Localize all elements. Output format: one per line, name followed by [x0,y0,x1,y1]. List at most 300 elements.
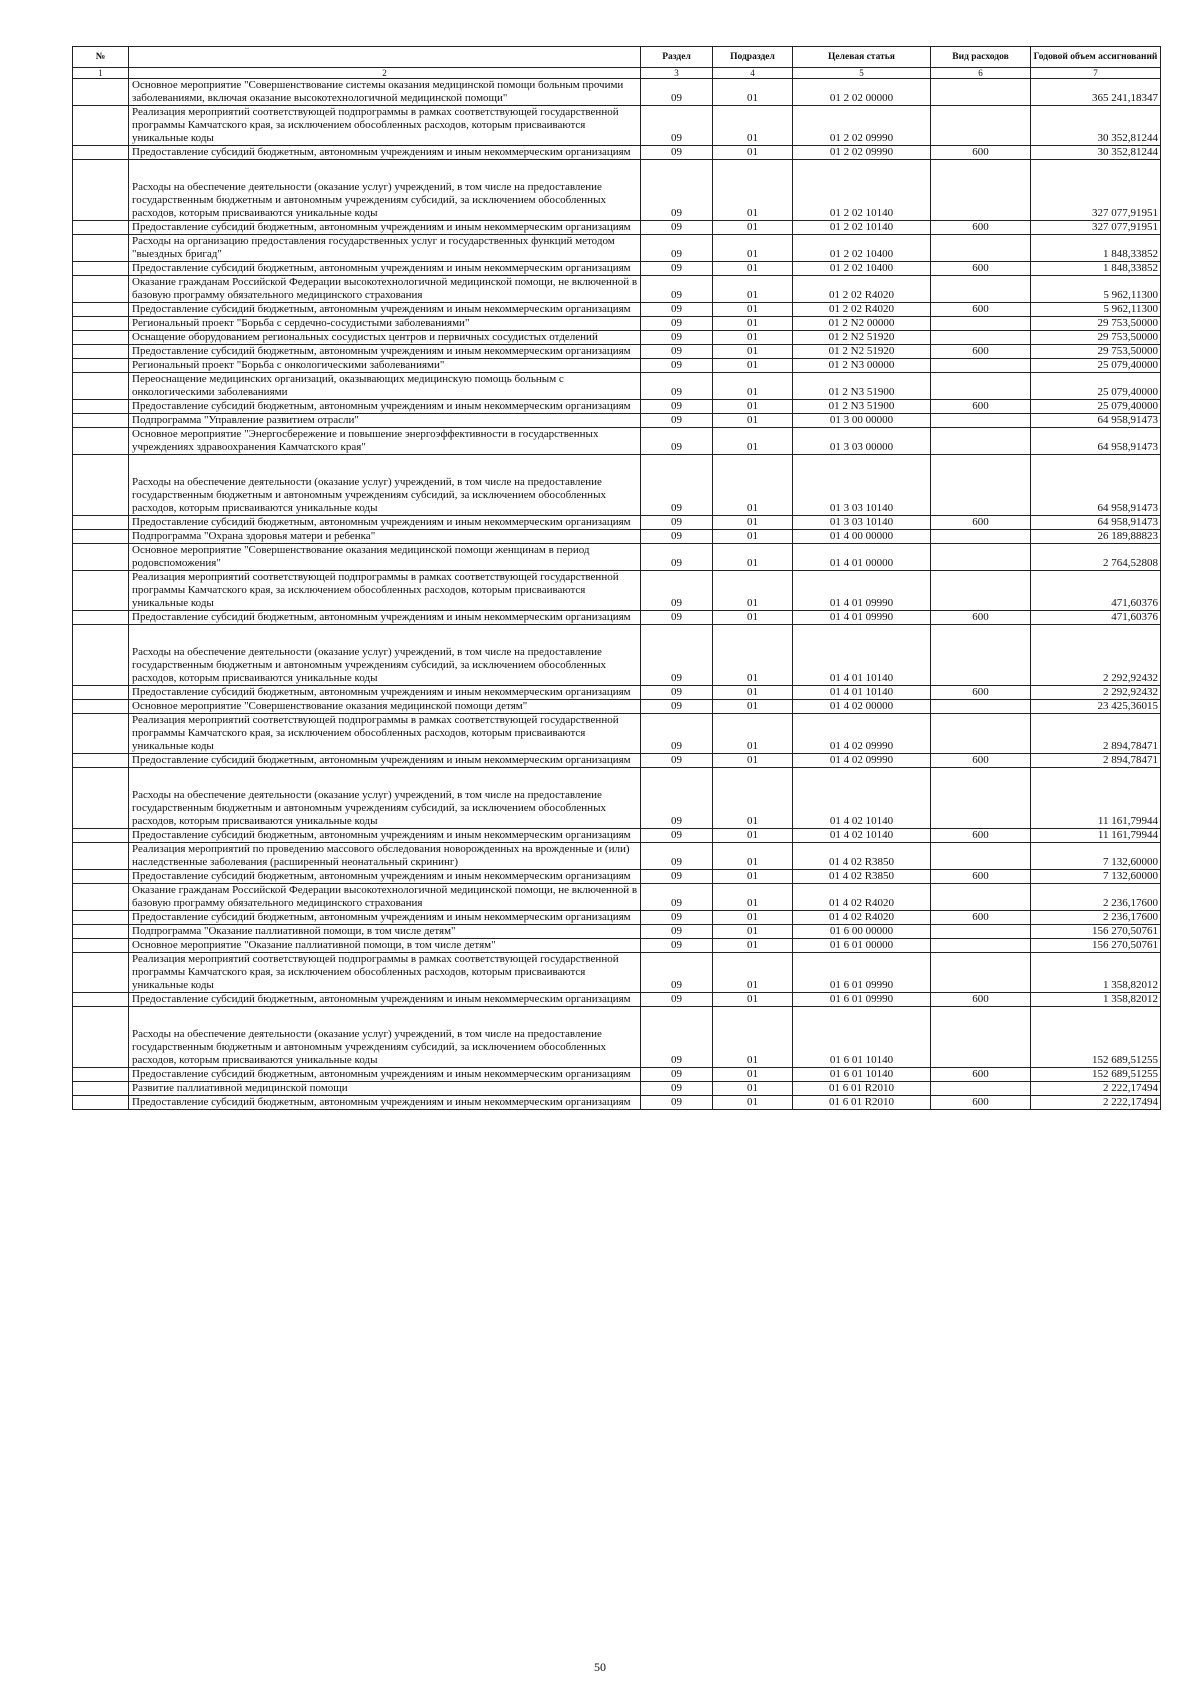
row-razdel: 09 [641,345,713,359]
row-number [73,359,129,373]
table-row [73,414,1161,428]
table-row [73,1007,1161,1068]
row-target-article: 01 3 03 00000 [793,428,931,455]
row-target-article: 01 2 02 10400 [793,235,931,262]
table-row [73,870,1161,884]
row-number [73,400,129,414]
table-row [73,611,1161,625]
row-podrazdel: 01 [713,884,793,911]
table-row [73,276,1161,303]
row-razdel: 09 [641,428,713,455]
row-amount: 5 962,11300 [1031,276,1161,303]
row-number [73,700,129,714]
row-expense-type [931,317,1031,331]
table-row [73,79,1161,106]
row-podrazdel: 01 [713,530,793,544]
row-target-article: 01 4 02 R4020 [793,884,931,911]
row-podrazdel: 01 [713,1007,793,1068]
row-expense-type [931,700,1031,714]
row-target-article: 01 2 02 10140 [793,221,931,235]
row-name: Основное мероприятие "Совершенствование оказания медицинской помощи детям" [129,700,641,714]
row-name: Основное мероприятие "Оказание паллиативной помощи, в том числе детям" [129,939,641,953]
row-target-article: 01 2 02 09990 [793,146,931,160]
row-podrazdel: 01 [713,455,793,516]
table-row [73,373,1161,400]
row-number [73,373,129,400]
row-name: Предоставление субсидий бюджетным, автономным учреждениям и иным некоммерческим организациям [129,686,641,700]
row-expense-type: 600 [931,993,1031,1007]
row-razdel: 09 [641,331,713,345]
row-razdel: 09 [641,843,713,870]
table-row [73,1068,1161,1082]
row-razdel: 09 [641,160,713,221]
row-expense-type: 600 [931,303,1031,317]
table-row [73,925,1161,939]
row-expense-type: 600 [931,345,1031,359]
row-name: Предоставление субсидий бюджетным, автономным учреждениям и иным некоммерческим организациям [129,754,641,768]
row-expense-type [931,843,1031,870]
row-amount: 7 132,60000 [1031,843,1161,870]
col-number-2: 2 [129,68,641,79]
row-razdel: 09 [641,1096,713,1110]
row-target-article: 01 6 01 R2010 [793,1082,931,1096]
row-podrazdel: 01 [713,571,793,611]
row-razdel: 09 [641,700,713,714]
col-number-5: 5 [793,68,931,79]
table-row [73,714,1161,754]
row-amount: 64 958,91473 [1031,516,1161,530]
table-row [73,221,1161,235]
row-target-article: 01 2 N3 51900 [793,373,931,400]
col-number-3: 3 [641,68,713,79]
table-row [73,939,1161,953]
header-target-article: Целевая статья [793,47,931,68]
row-podrazdel: 01 [713,544,793,571]
row-name: Основное мероприятие "Совершенствование системы оказания медицинской помощи больным прочими заболеваниями, включая оказание высокотехнологичной медицинской помощи" [129,79,641,106]
row-target-article: 01 4 02 10140 [793,768,931,829]
row-amount: 2 894,78471 [1031,714,1161,754]
header-expense-type: Вид расходов [931,47,1031,68]
row-name: Предоставление субсидий бюджетным, автономным учреждениям и иным некоммерческим организациям [129,146,641,160]
row-number [73,276,129,303]
row-podrazdel: 01 [713,953,793,993]
row-expense-type: 600 [931,686,1031,700]
row-target-article: 01 2 N2 51920 [793,345,931,359]
row-name: Региональный проект "Борьба с сердечно-сосудистыми заболеваниями" [129,317,641,331]
table-row [73,345,1161,359]
row-expense-type: 600 [931,911,1031,925]
row-name: Предоставление субсидий бюджетным, автономным учреждениям и иным некоммерческим организациям [129,516,641,530]
row-podrazdel: 01 [713,221,793,235]
row-number [73,939,129,953]
row-razdel: 09 [641,686,713,700]
row-name: Предоставление субсидий бюджетным, автономным учреждениям и иным некоммерческим организациям [129,911,641,925]
row-razdel: 09 [641,221,713,235]
row-amount: 23 425,36015 [1031,700,1161,714]
row-target-article: 01 2 N3 00000 [793,359,931,373]
row-amount: 64 958,91473 [1031,414,1161,428]
col-number-1: 1 [73,68,129,79]
row-name: Расходы на обеспечение деятельности (оказание услуг) учреждений, в том числе на предоставление государственным бюджетным и автономным учреждениям субсидий, за исключением обособленных расходов, которым присваиваются уникальные коды [129,768,641,829]
row-name: Оказание гражданам Российской Федерации высокотехнологичной медицинской помощи, не включенной в базовую программу обязательного медицинского страхования [129,276,641,303]
row-amount: 2 236,17600 [1031,911,1161,925]
row-number [73,571,129,611]
row-target-article: 01 4 02 R4020 [793,911,931,925]
row-expense-type: 600 [931,870,1031,884]
row-amount: 2 764,52808 [1031,544,1161,571]
row-razdel: 09 [641,516,713,530]
row-number [73,331,129,345]
row-razdel: 09 [641,911,713,925]
table-row [73,754,1161,768]
table-row [73,686,1161,700]
row-podrazdel: 01 [713,428,793,455]
row-number [73,1096,129,1110]
row-target-article: 01 4 02 10140 [793,829,931,843]
row-number [73,714,129,754]
row-podrazdel: 01 [713,146,793,160]
row-podrazdel: 01 [713,911,793,925]
row-razdel: 09 [641,414,713,428]
row-number [73,843,129,870]
row-expense-type [931,414,1031,428]
row-podrazdel: 01 [713,1096,793,1110]
row-amount: 64 958,91473 [1031,428,1161,455]
header-razdel: Раздел [641,47,713,68]
row-expense-type: 600 [931,611,1031,625]
row-target-article: 01 4 02 00000 [793,700,931,714]
row-expense-type [931,953,1031,993]
table-row [73,530,1161,544]
row-target-article: 01 2 02 09990 [793,106,931,146]
row-expense-type: 600 [931,221,1031,235]
row-name: Подпрограмма "Управление развитием отрасли" [129,414,641,428]
row-podrazdel: 01 [713,345,793,359]
row-name: Реализация мероприятий соответствующей подпрограммы в рамках соответствующей государственной программы Камчатского края, за исключением обособленных расходов, которым присваиваются уникальные коды [129,571,641,611]
row-expense-type: 600 [931,829,1031,843]
table-row [73,106,1161,146]
row-number [73,516,129,530]
row-podrazdel: 01 [713,768,793,829]
row-expense-type [931,625,1031,686]
table-row [73,953,1161,993]
table-row [73,700,1161,714]
row-expense-type [931,428,1031,455]
row-target-article: 01 4 01 09990 [793,571,931,611]
row-expense-type [931,571,1031,611]
row-target-article: 01 6 01 09990 [793,953,931,993]
row-name: Расходы на организацию предоставления государственных услуг и государственных функций методом "выездных бригад" [129,235,641,262]
table-row [73,317,1161,331]
row-razdel: 09 [641,1068,713,1082]
row-number [73,146,129,160]
row-podrazdel: 01 [713,400,793,414]
row-name: Предоставление субсидий бюджетным, автономным учреждениям и иным некоммерческим организациям [129,400,641,414]
row-number [73,884,129,911]
row-razdel: 09 [641,714,713,754]
row-razdel: 09 [641,1007,713,1068]
row-number [73,235,129,262]
table-row [73,359,1161,373]
row-podrazdel: 01 [713,700,793,714]
row-name: Реализация мероприятий соответствующей подпрограммы в рамках соответствующей государственной программы Камчатского края, за исключением обособленных расходов, которым присваиваются уникальные коды [129,106,641,146]
row-target-article: 01 2 02 00000 [793,79,931,106]
row-razdel: 09 [641,530,713,544]
row-podrazdel: 01 [713,686,793,700]
table-row [73,455,1161,516]
row-expense-type [931,530,1031,544]
row-number [73,428,129,455]
budget-table-sheet [72,46,1160,1110]
row-podrazdel: 01 [713,106,793,146]
row-number [73,993,129,1007]
row-target-article: 01 6 00 00000 [793,925,931,939]
row-expense-type [931,331,1031,345]
row-name: Расходы на обеспечение деятельности (оказание услуг) учреждений, в том числе на предоставление государственным бюджетным и автономным учреждениям субсидий, за исключением обособленных расходов, которым присваиваются уникальные коды [129,625,641,686]
row-target-article: 01 2 02 10400 [793,262,931,276]
row-razdel: 09 [641,625,713,686]
table-row [73,146,1161,160]
budget-table [72,46,1161,1110]
row-target-article: 01 4 02 R3850 [793,843,931,870]
row-amount: 25 079,40000 [1031,400,1161,414]
row-amount: 327 077,91951 [1031,160,1161,221]
table-row [73,544,1161,571]
row-amount: 1 358,82012 [1031,993,1161,1007]
row-name: Предоставление субсидий бюджетным, автономным учреждениям и иным некоммерческим организациям [129,870,641,884]
row-expense-type [931,1007,1031,1068]
row-name: Региональный проект "Борьба с онкологическими заболеваниями" [129,359,641,373]
table-row [73,625,1161,686]
row-podrazdel: 01 [713,625,793,686]
header-podrazdel: Подраздел [713,47,793,68]
row-amount: 2 292,92432 [1031,686,1161,700]
row-target-article: 01 2 02 R4020 [793,303,931,317]
row-amount: 11 161,79944 [1031,768,1161,829]
row-podrazdel: 01 [713,611,793,625]
row-amount: 156 270,50761 [1031,939,1161,953]
row-razdel: 09 [641,925,713,939]
row-target-article: 01 2 N2 51920 [793,331,931,345]
row-expense-type [931,106,1031,146]
row-name: Подпрограмма "Оказание паллиативной помощи, в том числе детям" [129,925,641,939]
row-amount: 2 222,17494 [1031,1096,1161,1110]
row-target-article: 01 4 02 R3850 [793,870,931,884]
row-target-article: 01 6 01 10140 [793,1007,931,1068]
row-target-article: 01 4 02 09990 [793,754,931,768]
row-razdel: 09 [641,106,713,146]
row-amount: 11 161,79944 [1031,829,1161,843]
row-name: Развитие паллиативной медицинской помощи [129,1082,641,1096]
row-razdel: 09 [641,1082,713,1096]
row-number [73,79,129,106]
page-number: 50 [594,1660,606,1674]
row-number [73,925,129,939]
row-amount: 2 292,92432 [1031,625,1161,686]
row-name: Предоставление субсидий бюджетным, автономным учреждениям и иным некоммерческим организациям [129,221,641,235]
table-row [73,400,1161,414]
row-number [73,262,129,276]
row-expense-type [931,359,1031,373]
table-row [73,1096,1161,1110]
table-row [73,993,1161,1007]
header-name [129,47,641,68]
row-razdel: 09 [641,544,713,571]
row-amount: 29 753,50000 [1031,345,1161,359]
row-podrazdel: 01 [713,754,793,768]
row-amount: 2 222,17494 [1031,1082,1161,1096]
row-number [73,625,129,686]
row-target-article: 01 4 01 10140 [793,686,931,700]
row-podrazdel: 01 [713,1082,793,1096]
row-podrazdel: 01 [713,843,793,870]
row-target-article: 01 6 01 10140 [793,1068,931,1082]
row-expense-type: 600 [931,516,1031,530]
row-razdel: 09 [641,829,713,843]
row-amount: 25 079,40000 [1031,373,1161,400]
row-name: Расходы на обеспечение деятельности (оказание услуг) учреждений, в том числе на предоставление государственным бюджетным и автономным учреждениям субсидий, за исключением обособленных расходов, которым присваиваются уникальные коды [129,160,641,221]
col-number-7: 7 [1031,68,1161,79]
row-amount: 365 241,18347 [1031,79,1161,106]
table-row [73,843,1161,870]
row-amount: 29 753,50000 [1031,331,1161,345]
row-razdel: 09 [641,276,713,303]
row-name: Переоснащение медицинских организаций, оказывающих медицинскую помощь больным с онкологическими заболеваниями [129,373,641,400]
row-amount: 7 132,60000 [1031,870,1161,884]
row-razdel: 09 [641,571,713,611]
row-amount: 26 189,88823 [1031,530,1161,544]
row-amount: 152 689,51255 [1031,1068,1161,1082]
row-number [73,414,129,428]
row-expense-type [931,884,1031,911]
row-podrazdel: 01 [713,414,793,428]
row-target-article: 01 4 02 09990 [793,714,931,754]
row-expense-type [931,714,1031,754]
row-number [73,611,129,625]
row-expense-type: 600 [931,1068,1031,1082]
table-row [73,829,1161,843]
table-row [73,516,1161,530]
row-name: Реализация мероприятий соответствующей подпрограммы в рамках соответствующей государственной программы Камчатского края, за исключением обособленных расходов, которым присваиваются уникальные коды [129,953,641,993]
col-number-6: 6 [931,68,1031,79]
row-amount: 30 352,81244 [1031,146,1161,160]
row-number [73,544,129,571]
row-name: Реализация мероприятий соответствующей подпрограммы в рамках соответствующей государственной программы Камчатского края, за исключением обособленных расходов, которым присваиваются уникальные коды [129,714,641,754]
row-podrazdel: 01 [713,1068,793,1082]
row-podrazdel: 01 [713,331,793,345]
row-target-article: 01 6 01 09990 [793,993,931,1007]
row-number [73,829,129,843]
row-amount: 29 753,50000 [1031,317,1161,331]
row-number [73,303,129,317]
row-target-article: 01 2 02 10140 [793,160,931,221]
table-row [73,303,1161,317]
row-expense-type: 600 [931,262,1031,276]
col-number-4: 4 [713,68,793,79]
row-amount: 2 894,78471 [1031,754,1161,768]
row-number [73,455,129,516]
table-body [73,79,1161,1110]
row-expense-type [931,455,1031,516]
row-amount: 64 958,91473 [1031,455,1161,516]
row-name: Предоставление субсидий бюджетным, автономным учреждениям и иным некоммерческим организациям [129,262,641,276]
row-expense-type [931,544,1031,571]
row-target-article: 01 6 01 R2010 [793,1096,931,1110]
row-number [73,1068,129,1082]
row-razdel: 09 [641,303,713,317]
row-razdel: 09 [641,611,713,625]
row-amount: 25 079,40000 [1031,359,1161,373]
row-podrazdel: 01 [713,925,793,939]
row-number [73,317,129,331]
row-number [73,345,129,359]
row-expense-type [931,235,1031,262]
row-name: Предоставление субсидий бюджетным, автономным учреждениям и иным некоммерческим организациям [129,303,641,317]
row-name: Реализация мероприятий по проведению массового обследования новорожденных на врожденные и (или) наследственные заболевания (расширенный неонатальный скрининг) [129,843,641,870]
row-razdel: 09 [641,754,713,768]
table-row [73,911,1161,925]
row-razdel: 09 [641,884,713,911]
row-target-article: 01 4 01 09990 [793,611,931,625]
row-podrazdel: 01 [713,870,793,884]
row-expense-type [931,939,1031,953]
row-podrazdel: 01 [713,373,793,400]
row-razdel: 09 [641,870,713,884]
row-expense-type [931,160,1031,221]
table-header [73,47,1161,79]
row-amount: 2 236,17600 [1031,884,1161,911]
row-amount: 327 077,91951 [1031,221,1161,235]
row-podrazdel: 01 [713,317,793,331]
row-podrazdel: 01 [713,359,793,373]
row-target-article: 01 3 03 10140 [793,516,931,530]
table-row [73,331,1161,345]
row-expense-type [931,373,1031,400]
row-podrazdel: 01 [713,939,793,953]
row-name: Подпрограмма "Охрана здоровья матери и ребенка" [129,530,641,544]
row-name: Предоставление субсидий бюджетным, автономным учреждениям и иным некоммерческим организациям [129,1068,641,1082]
row-name: Предоставление субсидий бюджетным, автономным учреждениям и иным некоммерческим организациям [129,345,641,359]
table-row [73,160,1161,221]
row-razdel: 09 [641,317,713,331]
row-target-article: 01 6 01 00000 [793,939,931,953]
row-razdel: 09 [641,373,713,400]
row-podrazdel: 01 [713,79,793,106]
row-name: Расходы на обеспечение деятельности (оказание услуг) учреждений, в том числе на предоставление государственным бюджетным и автономным учреждениям субсидий, за исключением обособленных расходов, которым присваиваются уникальные коды [129,1007,641,1068]
row-razdel: 09 [641,953,713,993]
row-expense-type [931,79,1031,106]
row-amount: 152 689,51255 [1031,1007,1161,1068]
row-number [73,1082,129,1096]
row-number [73,530,129,544]
header-number: № [73,47,129,68]
row-amount: 471,60376 [1031,611,1161,625]
row-number [73,768,129,829]
table-row [73,262,1161,276]
row-number [73,221,129,235]
row-podrazdel: 01 [713,829,793,843]
row-razdel: 09 [641,768,713,829]
row-target-article: 01 2 N2 00000 [793,317,931,331]
header-annual-volume: Годовой объем ассигнований [1031,47,1161,68]
row-name: Расходы на обеспечение деятельности (оказание услуг) учреждений, в том числе на предоставление государственным бюджетным и автономным учреждениям субсидий, за исключением обособленных расходов, которым присваиваются уникальные коды [129,455,641,516]
row-podrazdel: 01 [713,993,793,1007]
row-number [73,754,129,768]
row-razdel: 09 [641,235,713,262]
row-target-article: 01 2 02 R4020 [793,276,931,303]
row-number [73,106,129,146]
row-name: Оказание гражданам Российской Федерации высокотехнологичной медицинской помощи, не включенной в базовую программу обязательного медицинского страхования [129,884,641,911]
